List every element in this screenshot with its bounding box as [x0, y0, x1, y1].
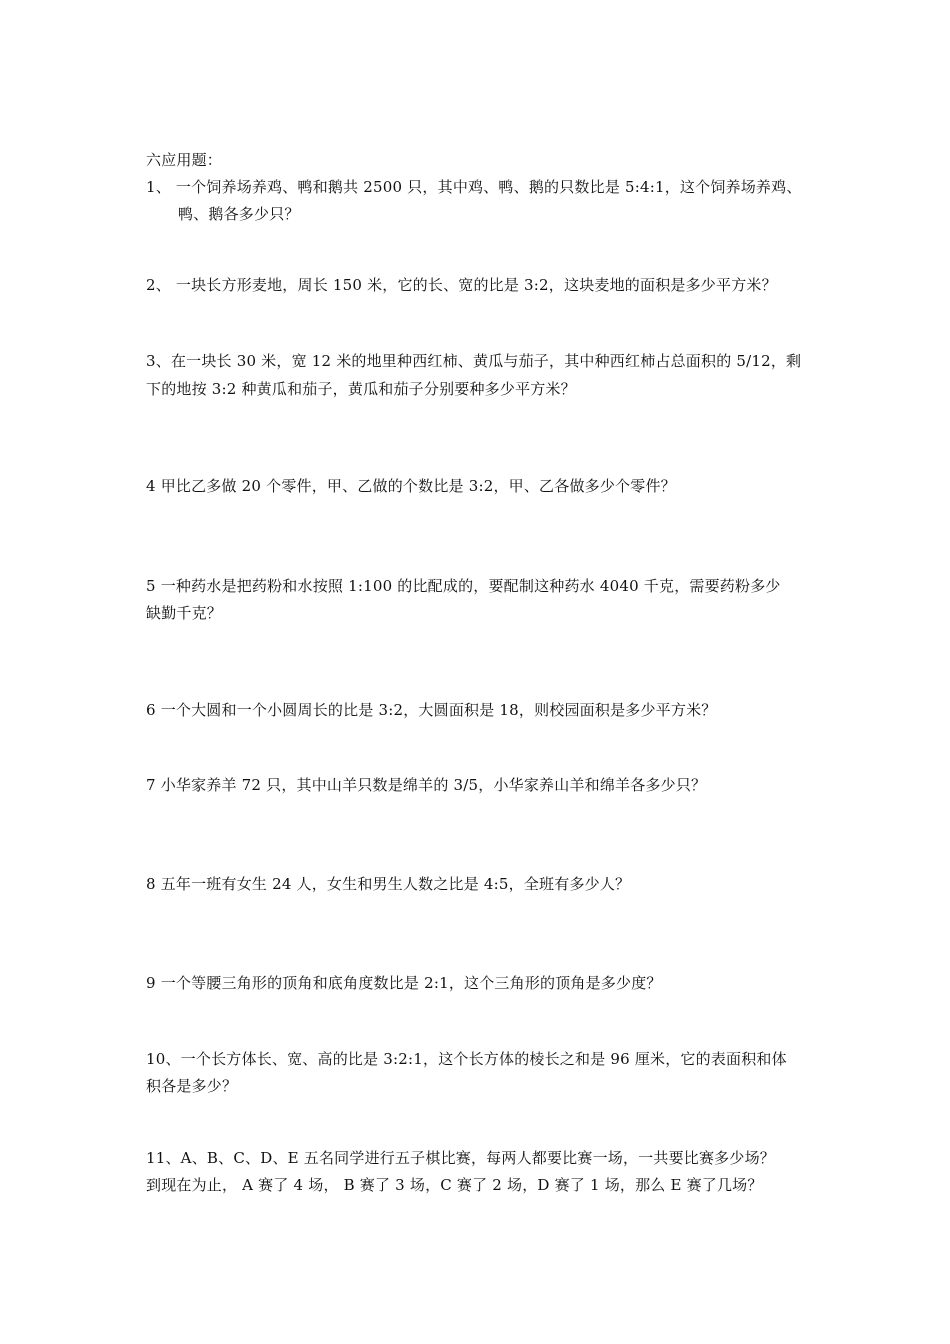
- problem-11-line-2: 到现在为止， A 赛了 4 场， B 赛了 3 场，C 赛了 2 场，D 赛了 1 场，那么 E 赛了几场？: [146, 1176, 763, 1194]
- problem-3-line-1: 3、在一块长 30 米，宽 12 米的地里种西红柿、黄瓜与茄子，其中种西红柿占总面积的 5/12，剩: [146, 352, 802, 370]
- problem-9-line-1: 9 一个等腰三角形的顶角和底角度数比是 2:1，这个三角形的顶角是多少度？: [146, 974, 662, 992]
- problem-1-line-2: 鸭、鹅各多少只？: [178, 205, 300, 223]
- problem-10-line-2: 积各是多少？: [146, 1077, 238, 1095]
- problem-7-line-1: 7 小华家养羊 72 只，其中山羊只数是绵羊的 3/5，小华家养山羊和绵羊各多少只？: [146, 776, 707, 794]
- problem-11-line-1: 11、A、B、C、D、E 五名同学进行五子棋比赛，每两人都要比赛一场，一共要比赛多少场？: [146, 1149, 775, 1167]
- problem-1-line-1: 1、 一个饲养场养鸡、鸭和鹅共 2500 只，其中鸡、鸭、鹅的只数比是 5:4:1，这个饲养场养鸡、: [146, 178, 802, 196]
- section-title: 六应用题：: [146, 151, 223, 169]
- problem-4-line-1: 4 甲比乙多做 20 个零件，甲、乙做的个数比是 3:2，甲、乙各做多少个零件？: [146, 477, 676, 495]
- problem-3-line-2: 下的地按 3:2 种黄瓜和茄子，黄瓜和茄子分别要种多少平方米？: [146, 380, 576, 398]
- problem-5-line-2: 缺勤千克？: [146, 604, 223, 622]
- problem-6-line-1: 6 一个大圆和一个小圆周长的比是 3:2，大圆面积是 18，则校园面积是多少平方米？: [146, 701, 717, 719]
- problem-8-line-1: 8 五年一班有女生 24 人，女生和男生人数之比是 4:5，全班有多少人？: [146, 875, 631, 893]
- problem-2-line-1: 2、 一块长方形麦地，周长 150 米，它的长、宽的比是 3:2，这块麦地的面积是多少平方米？: [146, 276, 777, 294]
- problem-10-line-1: 10、一个长方体长、宽、高的比是 3:2:1，这个长方体的棱长之和是 96 厘米，它的表面积和体: [146, 1050, 787, 1068]
- problem-5-line-1: 5 一种药水是把药粉和水按照 1:100 的比配成的，要配制这种药水 4040 千克，需要药粉多少: [146, 577, 781, 595]
